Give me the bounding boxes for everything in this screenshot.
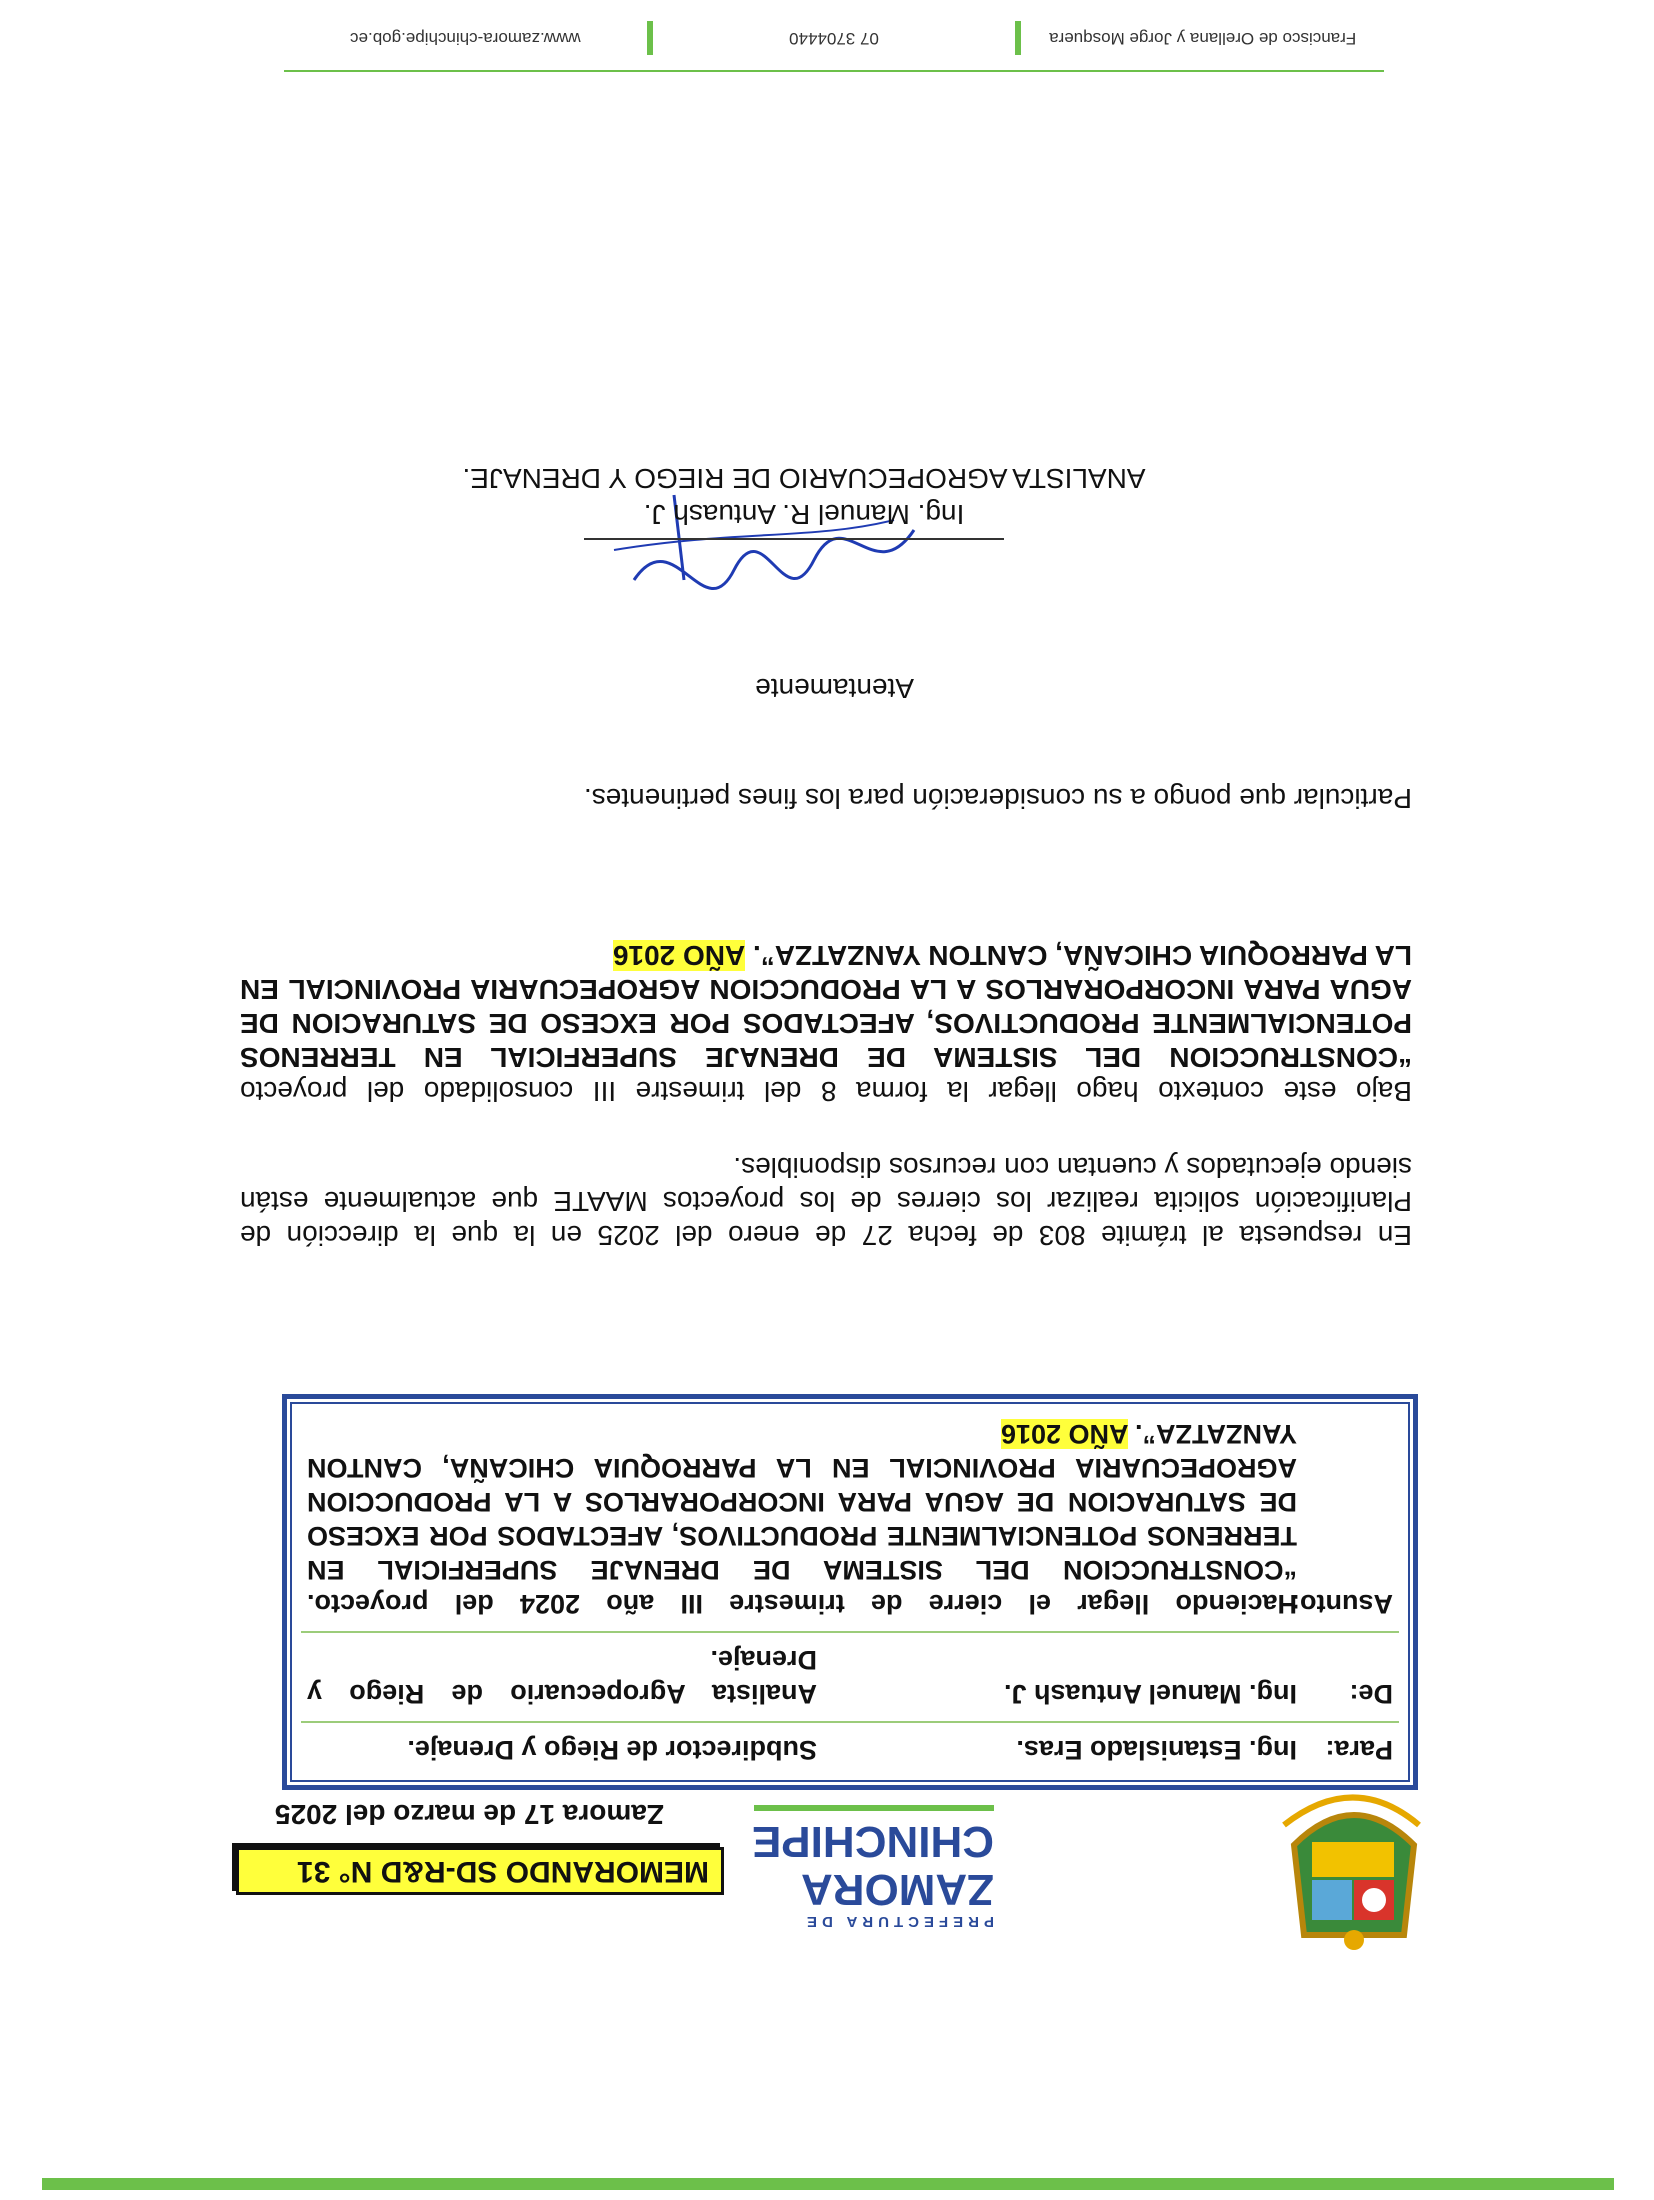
para-role: Subdirector de Riego y Drenaje. bbox=[407, 1735, 817, 1765]
logo-wordmark bbox=[752, 1805, 994, 1930]
paragraph-2-project: “CONSTRUCCION DEL SISTEMA DE DRENAJE SUPERFICIAL EN TERRENOS POTENCIALMENTE PRODUCTIVOS, AFECTADOS POR EXCESO DE SATURACION DE AGUA PARA INCORPORARLOS A LA PRODUCCION AGROPECUARIA PROVINCIAL EN LA PARROQUIA CHICAÑA, CANTON YANZATZA”. bbox=[240, 940, 1412, 1073]
footer-separator bbox=[1015, 21, 1021, 55]
memo-header-table bbox=[282, 1394, 1418, 1790]
signer-name: Ing. Manuel R. Antuash J. bbox=[643, 499, 965, 530]
asunto-highlight: AÑO 2016 bbox=[1000, 1419, 1129, 1449]
paragraph-3: Particular que pongo a su consideración para los fines pertinentes. bbox=[583, 783, 1412, 814]
footer-website: www.zamora-chinchipe.gob.ec bbox=[350, 29, 581, 48]
de-name: Ing. Manuel Antuash J. bbox=[1003, 1679, 1297, 1709]
footer-address: Francisco de Orellana y Jorge Mosquera bbox=[1049, 29, 1357, 48]
closing: Atentamente bbox=[755, 673, 914, 704]
memo-number: MEMORANDO SD-R&D N° 31 bbox=[236, 1847, 724, 1895]
paragraph-2-highlight: AÑO 2016 bbox=[612, 940, 746, 971]
footer-separator bbox=[647, 21, 653, 55]
signer-title: ANALISTA AGROPECUARIO DE RIEGO Y DRENAJE. bbox=[462, 463, 1146, 494]
logo-chinchipe-text: CHINCHIPE bbox=[751, 1817, 994, 1866]
label-asunto: Asunto: bbox=[1291, 1589, 1393, 1619]
label-de: De: bbox=[1349, 1679, 1393, 1709]
paragraph-1: En respuesta al trámite 803 de fecha 27 de enero del 2025 en la que la dirección de Planificación solicita realizar los cierres de los proyectos MAATE que actualmente están siendo ejecutados y cuentan con recursos disponibles. bbox=[240, 1152, 1412, 1251]
asunto-text bbox=[307, 1417, 1297, 1621]
footer-line bbox=[284, 70, 1384, 72]
para-name: Ing. Estanislado Eras. bbox=[1016, 1735, 1297, 1765]
logo-underline bbox=[754, 1805, 994, 1811]
row-asunto bbox=[301, 1407, 1399, 1631]
signature-line bbox=[584, 538, 1004, 540]
header-green-bar bbox=[42, 2178, 1614, 2190]
signer-block bbox=[394, 460, 1214, 532]
paragraph-2 bbox=[240, 938, 1412, 1108]
row-para bbox=[301, 1721, 1399, 1777]
label-para: Para: bbox=[1325, 1735, 1393, 1765]
footer-phone: 07 3704440 bbox=[789, 29, 879, 48]
asunto-body: Haciendo llegar el cierre de trimestre III año 2024 del proyecto. “CONSTRUCCION DEL SISTEMA DE DRENAJE SUPERFICIAL EN TERRENOS POTENCIALMENTE PRODUCTIVOS, AFECTADOS POR EXCESO DE SATURACION DE AGUA PARA INCORPORARLOS A LA PRODUCCION AGROPECUARIA PROVINCIAL EN LA PARROQUIA CHICAÑA, CANTON YANZATZA”. bbox=[307, 1419, 1297, 1619]
row-de bbox=[301, 1631, 1399, 1721]
de-role: Analista Agropecuario de Riego y Drenaje. bbox=[307, 1645, 817, 1709]
prefectura-logo bbox=[1004, 1765, 1444, 1955]
memo-date: Zamora 17 de marzo del 2025 bbox=[274, 1799, 664, 1830]
footer bbox=[284, 21, 1384, 55]
paragraph-2-intro: Bajo este contexto hago llegar la forma 8 del trimestre III consolidado del proyecto bbox=[240, 1076, 1412, 1107]
logo-prefectura-text: PREFECTURA DE bbox=[802, 1913, 994, 1930]
logo-zamora-text: ZAMORA bbox=[800, 1865, 994, 1914]
